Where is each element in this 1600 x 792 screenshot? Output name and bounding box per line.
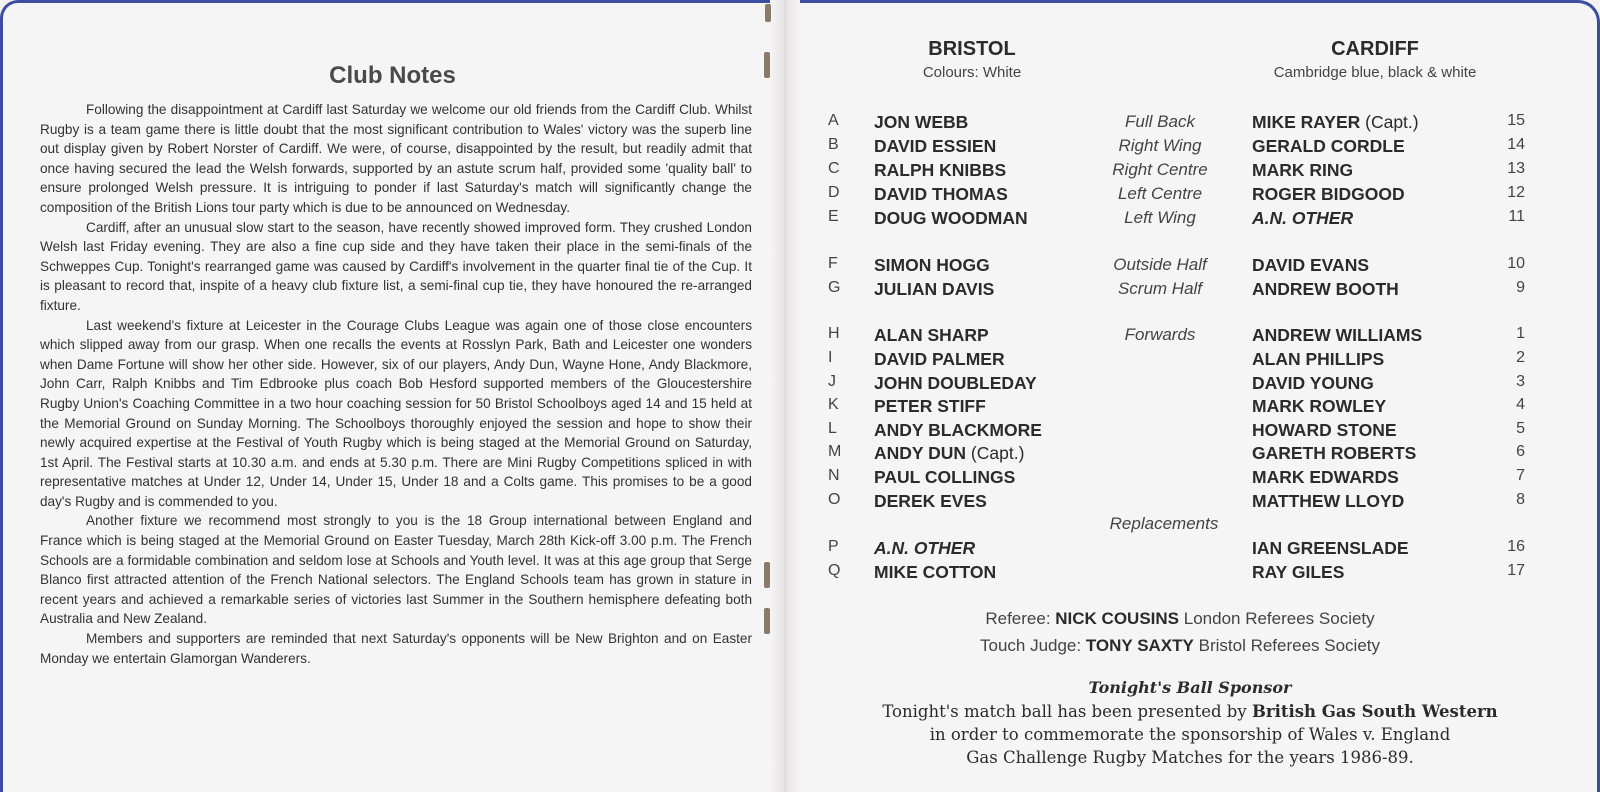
cardiff-player: IAN GREENSLADE [1252, 538, 1409, 558]
row-letter: C [828, 160, 840, 177]
bristol-player: SIMON HOGG [874, 255, 990, 275]
cardiff-team-name: CARDIFF [1331, 38, 1419, 60]
row-letter: L [828, 420, 837, 437]
bristol-player: JON WEBB [874, 112, 969, 132]
notes-paragraph: Another fixture we recommend most strongly to you is the 18 Group international between England and France which is being staged at the Memorial Ground on Easter Tuesday, March 28th Kick-off 3.00 p.m. The French Schools are a formidable combination and seldom lose at Schools and Youth level. It was at this age group that Serge Blanco first attracted attention of the French National selectors. The England Schools team has grown in stature in recent years and achieved a remarkable series of victories last Summer in the Southern hemisphere defeating both Australia and New Zealand. [40, 513, 752, 627]
shirt-number: 7 [1516, 467, 1525, 484]
lineup-row [0, 349, 1600, 373]
position-label: Right Centre [1112, 160, 1208, 179]
notes-paragraph: Following the disappointment at Cardiff last Saturday we welcome our old friends from the Cardiff Club. Whilst Rugby is a team game there is little doubt that the most significant contribution to Wales' victory was the superb line out display given by Robert Norster of Cardiff. We were, of course, disappointed by the result, but readily admit that once having secured the lead the Welsh forwards, supported by an astute scrum half, provided some 'quality ball' to ensure prolonged Welsh pressure. It is intriguing to ponder if last Saturday's match will significantly change the composition of the British Lions tour party which is due to be announced on Wednesday. [40, 102, 752, 215]
shirt-number: 13 [1507, 160, 1525, 177]
touch-judge-name: TONY SAXTY [1085, 636, 1194, 655]
row-letter: N [828, 467, 840, 484]
bristol-player: JULIAN DAVIS [874, 279, 995, 299]
cardiff-player: ROGER BIDGOOD [1252, 184, 1405, 204]
touch-judge-society: Bristol Referees Society [1198, 636, 1381, 655]
cardiff-player: DAVID EVANS [1252, 255, 1370, 275]
referee-label: Referee: [985, 609, 1051, 628]
shirt-number: 8 [1516, 491, 1525, 508]
cardiff-player: GARETH ROBERTS [1252, 443, 1417, 463]
staple-top [765, 4, 771, 22]
notes-paragraph: Members and supporters are reminded that next Saturday's opponents will be New Brighton and on Easter Monday we entertain Glamorgan Wanderers. [40, 631, 752, 666]
bristol-player: ANDY BLACKMORE [874, 420, 1042, 440]
lineup-row [0, 208, 1600, 232]
lineup-row [0, 443, 1600, 467]
row-letter: K [828, 396, 839, 413]
cardiff-player: HOWARD STONE [1252, 420, 1397, 440]
cardiff-player: ANDREW WILLIAMS [1252, 325, 1423, 345]
row-letter: E [828, 208, 839, 225]
bristol-header [872, 38, 1072, 81]
shirt-number: 9 [1516, 279, 1525, 296]
bristol-player: DAVID ESSIEN [874, 136, 997, 156]
cardiff-player: ALAN PHILLIPS [1252, 349, 1385, 369]
lineup-row [0, 467, 1600, 491]
row-letter: H [828, 325, 840, 342]
sponsor-title: Tonight's Ball Sponsor [1088, 678, 1292, 697]
row-letter: G [828, 279, 841, 296]
cardiff-player: DAVID YOUNG [1252, 373, 1374, 393]
sponsor-intro: Tonight's match ball has been presented by [882, 702, 1247, 721]
cardiff-player: MARK ROWLEY [1252, 396, 1387, 416]
bristol-player: PETER STIFF [874, 396, 986, 416]
lineup-row [0, 325, 1600, 349]
cardiff-player: GERALD CORDLE [1252, 136, 1405, 156]
lineup-row [0, 184, 1600, 208]
cardiff-colours: Cambridge blue, black & white [1273, 64, 1477, 81]
bristol-player: A.N. OTHER [874, 538, 976, 558]
bristol-player: ALAN SHARP [874, 325, 989, 345]
cardiff-player: MARK EDWARDS [1252, 467, 1399, 487]
cardiff-header [1240, 38, 1510, 81]
bristol-player: DEREK EVES [874, 491, 987, 511]
row-letter: O [828, 491, 841, 508]
cardiff-player: A.N. OTHER [1252, 208, 1354, 228]
touch-judge-line [900, 636, 1460, 656]
lineup-row [0, 255, 1600, 279]
lineup-row [0, 160, 1600, 184]
lineup-row [0, 112, 1600, 136]
bristol-player: DAVID PALMER [874, 349, 1005, 369]
shirt-number: 1 [1516, 325, 1525, 342]
club-notes-title: Club Notes [329, 62, 456, 89]
lineup-row [0, 279, 1600, 303]
cardiff-player-name: MIKE RAYER [1252, 112, 1361, 132]
bristol-player: MIKE COTTON [874, 562, 997, 582]
bristol-player: DOUG WOODMAN [874, 208, 1028, 228]
lineup-row [0, 491, 1600, 515]
shirt-number: 11 [1508, 208, 1525, 225]
position-label: Right Wing [1118, 136, 1202, 155]
shirt-number: 14 [1507, 136, 1525, 153]
cardiff-player: MARK RING [1252, 160, 1354, 180]
position-label: Outside Half [1113, 255, 1207, 274]
row-letter: Q [828, 562, 841, 579]
referee-line [900, 609, 1460, 629]
shirt-number: 3 [1516, 373, 1525, 390]
shirt-number: 17 [1507, 562, 1525, 579]
sponsor-name: British Gas South Western [1251, 702, 1498, 721]
referee-society: London Referees Society [1183, 609, 1375, 628]
row-letter: P [828, 538, 839, 555]
shirt-number: 4 [1516, 396, 1525, 413]
shirt-number: 6 [1516, 443, 1525, 460]
staple-bottom [764, 608, 770, 634]
cardiff-player: RAY GILES [1252, 562, 1345, 582]
row-letter: F [828, 255, 838, 272]
shirt-number: 16 [1507, 538, 1525, 555]
shirt-number: 5 [1516, 420, 1525, 437]
row-letter: A [828, 112, 839, 129]
position-label: Left Centre [1117, 184, 1203, 203]
shirt-number: 10 [1507, 255, 1525, 272]
row-letter: J [828, 373, 836, 390]
lineup-row [0, 396, 1600, 420]
shirt-number: 15 [1507, 112, 1525, 129]
sponsor-line-3: Gas Challenge Rugby Matches for the years 1986-89. [966, 748, 1414, 767]
bristol-player [874, 443, 1024, 464]
shirt-number: 2 [1516, 349, 1525, 366]
bristol-player-name: ANDY DUN [874, 443, 967, 463]
position-label: Forwards [1124, 325, 1196, 344]
cardiff-player: ANDREW BOOTH [1252, 279, 1399, 299]
row-letter: I [828, 349, 833, 366]
replacement-row [0, 538, 1600, 562]
bristol-colours: Colours: White [922, 64, 1022, 81]
touch-judge-label: Touch Judge: [979, 636, 1082, 655]
captain-note: (Capt.) [966, 443, 1025, 463]
bristol-team-name: BRISTOL [928, 38, 1016, 60]
cardiff-player: MATTHEW LLOYD [1252, 491, 1405, 511]
position-label: Full Back [1125, 112, 1195, 131]
replacements-label: Replacements [1109, 514, 1219, 533]
lineup-row [0, 136, 1600, 160]
sponsor-line-2: in order to commemorate the sponsorship of Wales v. England [929, 725, 1451, 744]
bristol-player: RALPH KNIBBS [874, 160, 1007, 180]
shirt-number: 12 [1507, 184, 1525, 201]
replacement-row [0, 562, 1600, 586]
captain-note: (Capt.) [1360, 112, 1419, 132]
referee-name: NICK COUSINS [1055, 609, 1180, 628]
bristol-player: PAUL COLLINGS [874, 467, 1016, 487]
position-label: Scrum Half [1117, 279, 1203, 298]
lineup-row [0, 373, 1600, 397]
notes-paragraph: Last weekend's fixture at Leicester in the Courage Clubs League was again one of those close encounters which slipped away from our grasp. When one recalls the events at Rosslyn Park, Bath and Leicester one wonders when Dame Fortune will show her other side. However, six of our players, Andy Dun, Wayne Hone, Andy Blackmore, John Carr, Ralph Knibbs and Tim Edbrooke plus coach Bob Hesford supported members of the Gloucestershire Rugby Union's Coaching Committee in a two hour coaching session for 50 Bristol Schoolboys aged 14 and 15 held at the Memorial Ground on Sunday Morning. The Schoolboys thoroughly enjoyed the session and hope to show their newly acquired expertise at the Festival of Youth Rugby which is being staged at the Memorial Ground on Saturday, 1st April. The Festival starts at 10.30 a.m. and ends at 5.30 p.m. There are Mini Rugby Competitions spliced in with representative matches at Under 12, Under 14, Under 15, Under 18 and a Colts game. This promises to be a good day's Rugby and is commended to you. [40, 317, 752, 509]
position-label: Left Wing [1124, 208, 1196, 227]
bristol-player: DAVID THOMAS [874, 184, 1008, 204]
row-letter: B [828, 136, 839, 153]
lineup-row [0, 420, 1600, 444]
cardiff-player [1252, 112, 1419, 133]
notes-paragraph: Cardiff, after an unusual slow start to the season, have recently showed improved form. They crushed London Welsh last Friday evening. They are also a fine cup side and they have taken their place in the semi-finals of the Schweppes Cup. Tonight's rearranged game was caused by Cardiff's involvement in the quarter final tie of the Cup. It is pleasant to record that, inspite of a heavy club fixture list, a semi-final cup tie, they have honoured the re-arranged fixture. [40, 219, 752, 313]
row-letter: D [828, 184, 840, 201]
row-letter: M [828, 443, 842, 460]
sponsor-line-1 [840, 702, 1540, 721]
bristol-player: JOHN DOUBLEDAY [874, 373, 1037, 393]
